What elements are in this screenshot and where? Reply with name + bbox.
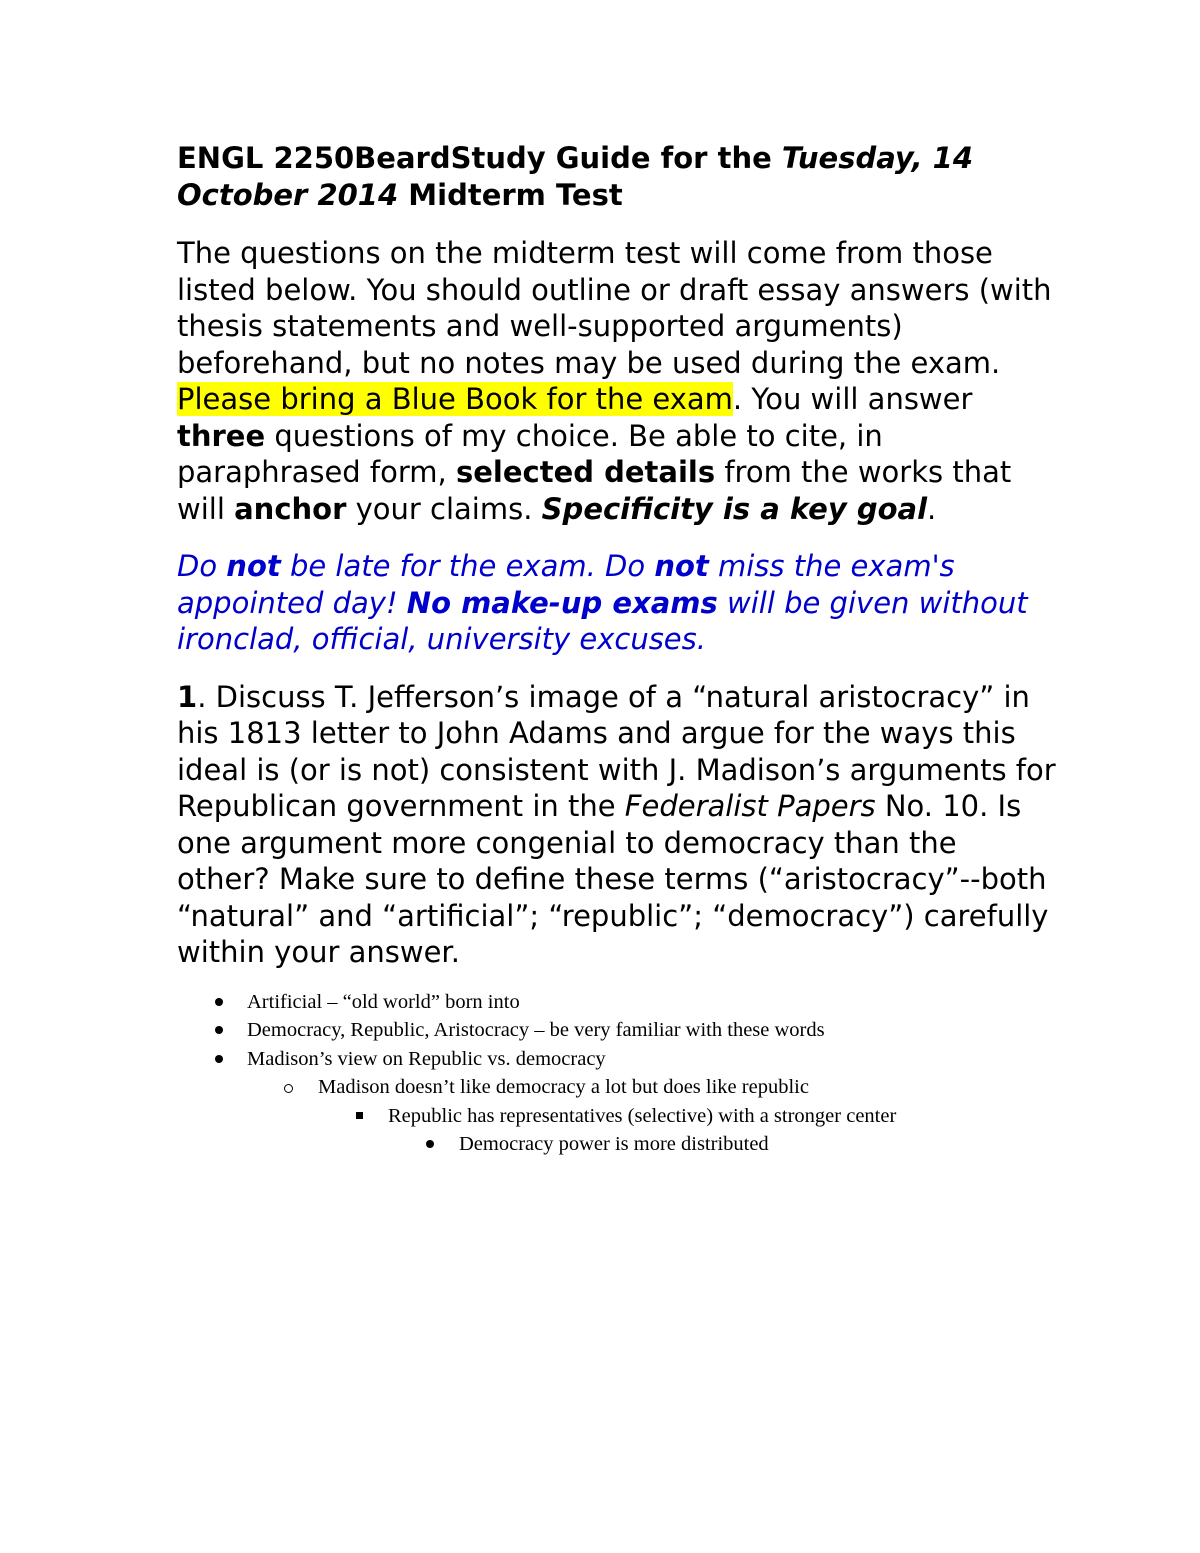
- question-number: 1: [177, 679, 198, 714]
- intro-text: The questions on the midterm test will come from those listed below. You should outline or draft essay answers (with thesis statements and well-supported arguments) beforehand, but no notes may be used during the exam.: [177, 236, 1052, 380]
- study-notes-list: [177, 988, 1057, 1159]
- bullet-dot-icon: [215, 998, 223, 1006]
- title-date: Tuesday, 14 October 2014: [177, 141, 974, 212]
- bullet-dot-icon: [215, 1055, 223, 1063]
- note-text: Madison doesn’t like democracy a lot but does like republic: [318, 1076, 809, 1098]
- bullet-dot-icon: [215, 1026, 223, 1034]
- warning-bold: No make-up exams: [406, 585, 718, 620]
- intro-text: from the works that will: [177, 455, 1012, 526]
- intro-bold: three: [177, 418, 266, 453]
- warning-bold: not: [654, 549, 709, 583]
- list-item: [177, 1102, 1057, 1131]
- warning-text: be late for the exam. Do: [280, 549, 655, 583]
- document-title: [177, 140, 1057, 214]
- question-text: . Discuss T. Jefferson’s image of a “natural aristocracy” in his 1813 letter to John Adams and argue for the ways this ideal is (or is not) consistent with J. Madison’s arguments for Republican government in the: [177, 679, 1056, 823]
- intro-bold: selected details: [455, 455, 716, 489]
- question-1: [177, 679, 1057, 971]
- intro-text: . You will answer: [732, 382, 973, 416]
- bullet-dot-icon: [426, 1140, 434, 1148]
- document-page: [177, 140, 1057, 1159]
- note-text: Republic has representatives (selective) with a stronger center: [388, 1104, 897, 1127]
- intro-paragraph: [177, 235, 1057, 527]
- list-item: [177, 1045, 1057, 1074]
- intro-text: your claims.: [346, 491, 542, 526]
- warning-bold: not: [226, 549, 281, 583]
- intro-bold: anchor: [234, 491, 347, 526]
- title-text: ENGL 2250BeardStudy Guide for the: [177, 141, 782, 175]
- title-suffix: Midterm Test: [398, 178, 623, 212]
- note-text: Democracy, Republic, Aristocracy – be very familiar with these words: [247, 1019, 825, 1041]
- note-text: Artificial – “old world” born into: [247, 990, 520, 1013]
- intro-text: .: [927, 491, 937, 526]
- warning-text: will be given without ironclad, official, university excuses.: [177, 585, 1028, 656]
- intro-text: questions of my choice. Be able to cite, in paraphrased form,: [177, 418, 883, 489]
- list-item: [177, 1016, 1057, 1045]
- question-text: No. 10. Is one argument more congenial to democracy than the other? Make sure to define these terms (“aristocracy”--both “natural” and “artificial”; “republic”; “democracy”) carefully within your answer.: [177, 789, 1049, 969]
- note-text: Madison’s view on Republic vs. democracy: [247, 1047, 606, 1070]
- bullet-circle-icon: [284, 1084, 293, 1093]
- blue-book-highlight: Please bring a Blue Book for the exam: [177, 382, 733, 416]
- specificity-note: Specificity is a key goal: [541, 491, 928, 526]
- note-text: Democracy power is more distributed: [459, 1133, 769, 1155]
- exam-warning: [177, 548, 1057, 658]
- list-item: [177, 1130, 1057, 1159]
- list-item: [177, 1073, 1057, 1102]
- list-item: [177, 988, 1057, 1017]
- question-italic: Federalist Papers: [624, 789, 876, 823]
- warning-text: Do: [177, 549, 227, 583]
- warning-text: miss the exam's appointed day!: [177, 549, 955, 620]
- bullet-square-icon: [356, 1112, 363, 1119]
